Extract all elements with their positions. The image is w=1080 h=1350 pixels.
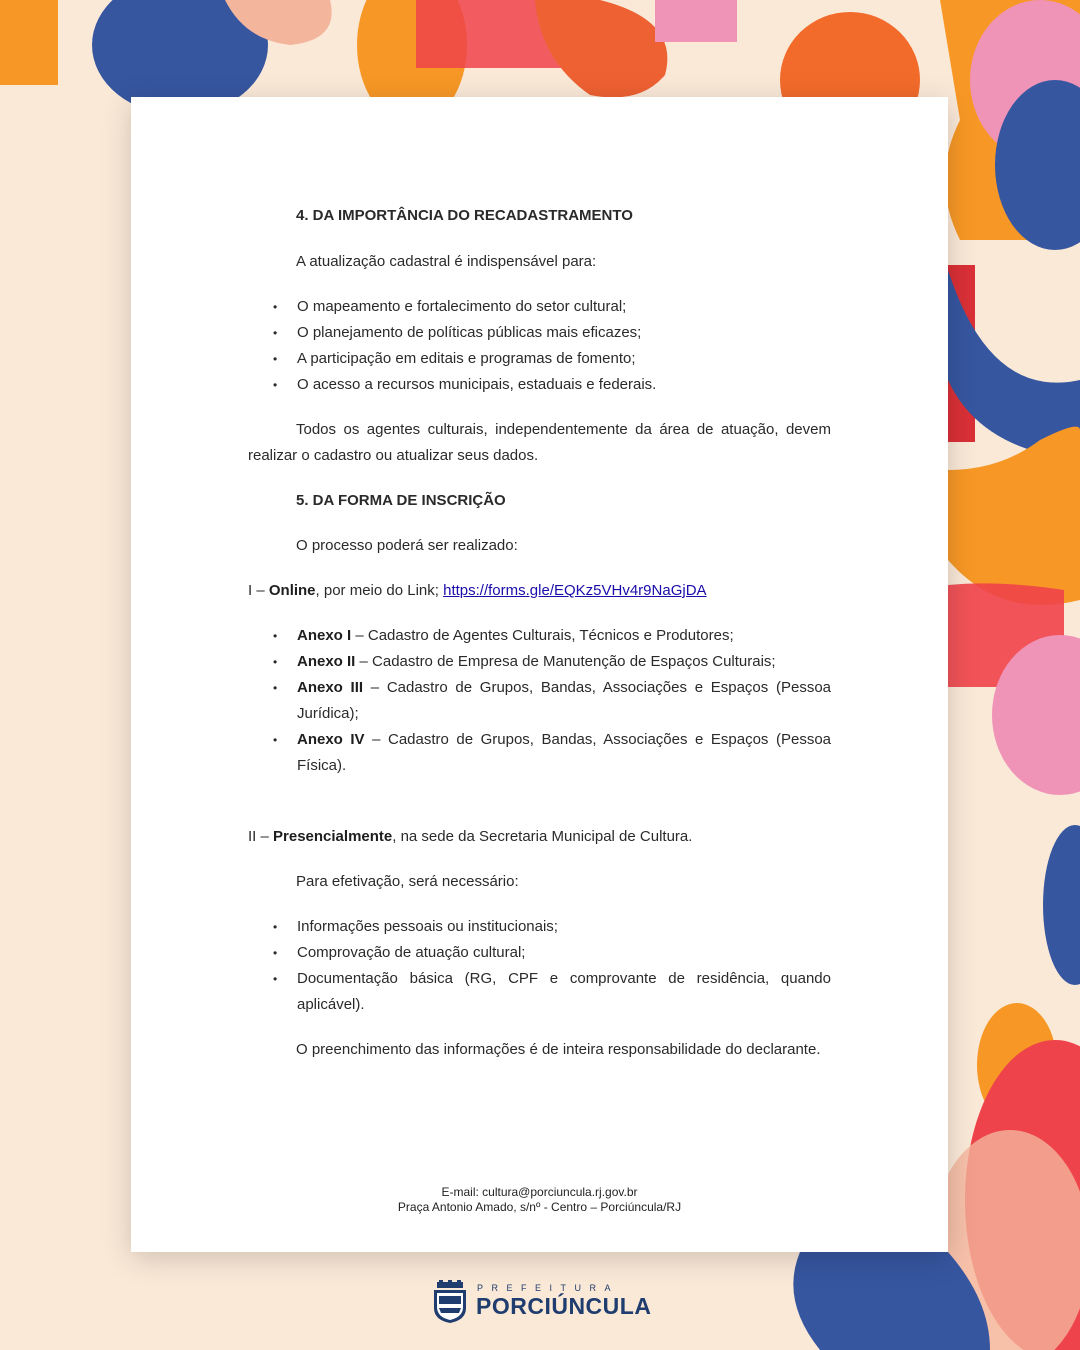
page-footer — [131, 1185, 948, 1215]
list-item — [248, 727, 831, 779]
list-item — [248, 346, 831, 372]
annex-text: – Cadastro de Agentes Culturais, Técnicos e Produtores; — [351, 627, 734, 644]
list-item — [248, 649, 831, 675]
section-4-intro: A atualização cadastral é indispensável para: — [296, 253, 597, 270]
list-item — [248, 914, 831, 940]
list-item — [248, 294, 831, 320]
bullet-icon: • — [273, 972, 278, 986]
annex-text: – Cadastro de Empresa de Manutenção de Espaços Culturais; — [355, 653, 776, 670]
presencial-text: , na sede da Secretaria Municipal de Cultura. — [392, 828, 693, 845]
prefeitura-logo — [431, 1280, 651, 1326]
bullet-icon: • — [273, 946, 278, 960]
bullet-icon: • — [273, 920, 278, 934]
requirements-list — [248, 914, 831, 1018]
list-item — [248, 966, 831, 1018]
section-5-closing: O preenchimento das informações é de inteira responsabilidade do declarante. — [296, 1041, 821, 1058]
bullet-icon: • — [273, 326, 278, 340]
online-text: , por meio do Link; — [315, 582, 444, 599]
online-option — [248, 578, 831, 604]
list-item-text: O mapeamento e fortalecimento do setor cultural; — [297, 298, 627, 315]
bullet-icon: • — [273, 733, 278, 747]
logo-name: PORCIÚNCULA — [476, 1293, 652, 1319]
annex-text: – Cadastro de Grupos, Bandas, Associações e Espaços (Pessoa Física). — [297, 731, 832, 774]
section-5-heading: 5. DA FORMA DE INSCRIÇÃO — [296, 492, 506, 509]
list-item-text: Informações pessoais ou institucionais; — [297, 918, 558, 935]
online-label: Online — [268, 582, 316, 599]
annex-label: Anexo II — [297, 653, 356, 670]
list-item — [248, 623, 831, 649]
logo-prefix: PREFEITURA — [477, 1283, 620, 1293]
list-item — [248, 940, 831, 966]
annex-label: Anexo III — [297, 679, 364, 696]
list-item-text: A participação em editais e programas de fomento; — [297, 350, 636, 367]
section-5-intro: O processo poderá ser realizado: — [296, 537, 518, 554]
list-item-text: O planejamento de políticas públicas mais eficazes; — [297, 324, 642, 341]
importance-list — [248, 294, 831, 398]
document-page — [131, 97, 948, 1252]
bullet-icon: • — [273, 300, 278, 314]
annex-list — [248, 623, 831, 779]
annex-label: Anexo IV — [297, 731, 365, 748]
option-prefix: II – — [248, 828, 274, 845]
bullet-icon: • — [273, 629, 278, 643]
presencial-option — [248, 824, 831, 850]
list-item — [248, 675, 831, 727]
list-item-text: Documentação básica (RG, CPF e comprovante de residência, quando aplicável). — [297, 970, 831, 1013]
coat-of-arms-icon — [431, 1280, 469, 1324]
presencial-label: Presencialmente — [273, 828, 393, 845]
bullet-icon: • — [273, 352, 278, 366]
list-item-text: O acesso a recursos municipais, estaduais e federais. — [297, 376, 657, 393]
form-link[interactable]: https://forms.gle/EQKz5VHv4r9NaGjDA — [443, 582, 707, 599]
list-item — [248, 320, 831, 346]
bullet-icon: • — [273, 681, 278, 695]
section-4-heading: 4. DA IMPORTÂNCIA DO RECADASTRAMENTO — [296, 207, 633, 224]
requirements-intro: Para efetivação, será necessário: — [296, 873, 519, 890]
list-item — [248, 372, 831, 398]
document-body — [248, 203, 831, 1063]
footer-address: Praça Antonio Amado, s/nº - Centro – Porciúncula/RJ — [397, 1200, 682, 1214]
bullet-icon: • — [273, 655, 278, 669]
annex-text: – Cadastro de Grupos, Bandas, Associações e Espaços (Pessoa Jurídica); — [297, 679, 832, 722]
footer-email: E-mail: cultura@porciuncula.rj.gov.br — [441, 1185, 638, 1199]
list-item-text: Comprovação de atuação cultural; — [297, 944, 526, 961]
option-prefix: I – — [248, 582, 269, 599]
bullet-icon: • — [273, 378, 278, 392]
annex-label: Anexo I — [297, 627, 352, 644]
section-4-closing: Todos os agentes culturais, independentemente da área de atuação, devem realizar o cadastro ou atualizar seus dados. — [248, 421, 831, 464]
